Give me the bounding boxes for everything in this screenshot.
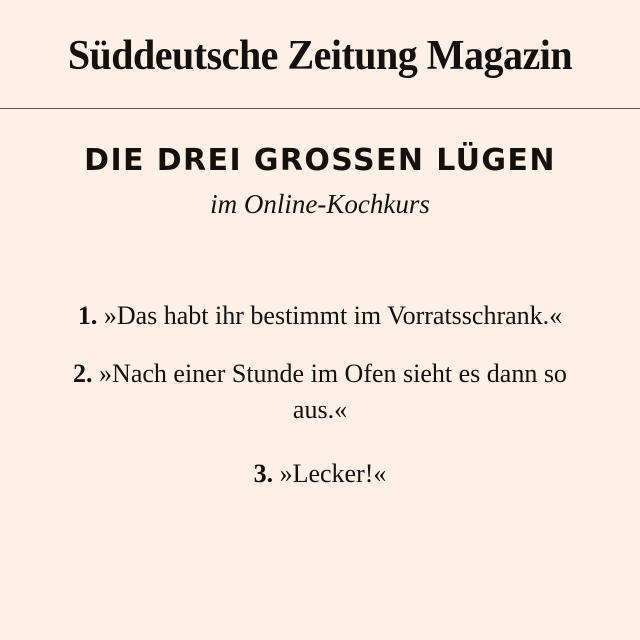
- list-item-number: 1.: [77, 301, 98, 330]
- lies-list: [0, 298, 640, 514]
- list-item-text: »Lecker!«: [279, 458, 387, 488]
- list-item-text: »Das habt ihr bestimmt im Vorratsschrank.«: [103, 301, 563, 330]
- page-title: DIE DREI GROSSEN LÜGEN: [84, 143, 556, 178]
- list-item: [60, 298, 580, 334]
- list-item-number: 3.: [253, 458, 274, 488]
- page-subtitle: im Online-Kochkurs: [210, 189, 430, 219]
- list-item-number: 2.: [73, 358, 93, 388]
- list-item: [60, 356, 580, 428]
- list-item: [60, 456, 580, 492]
- magazine-logo: Süddeutsche Zeitung Magazin: [67, 30, 573, 78]
- list-item-text: »Nach einer Stunde im Ofen sieht es dann so aus.«: [99, 358, 567, 424]
- header-divider: [0, 108, 640, 109]
- masthead: [0, 0, 640, 108]
